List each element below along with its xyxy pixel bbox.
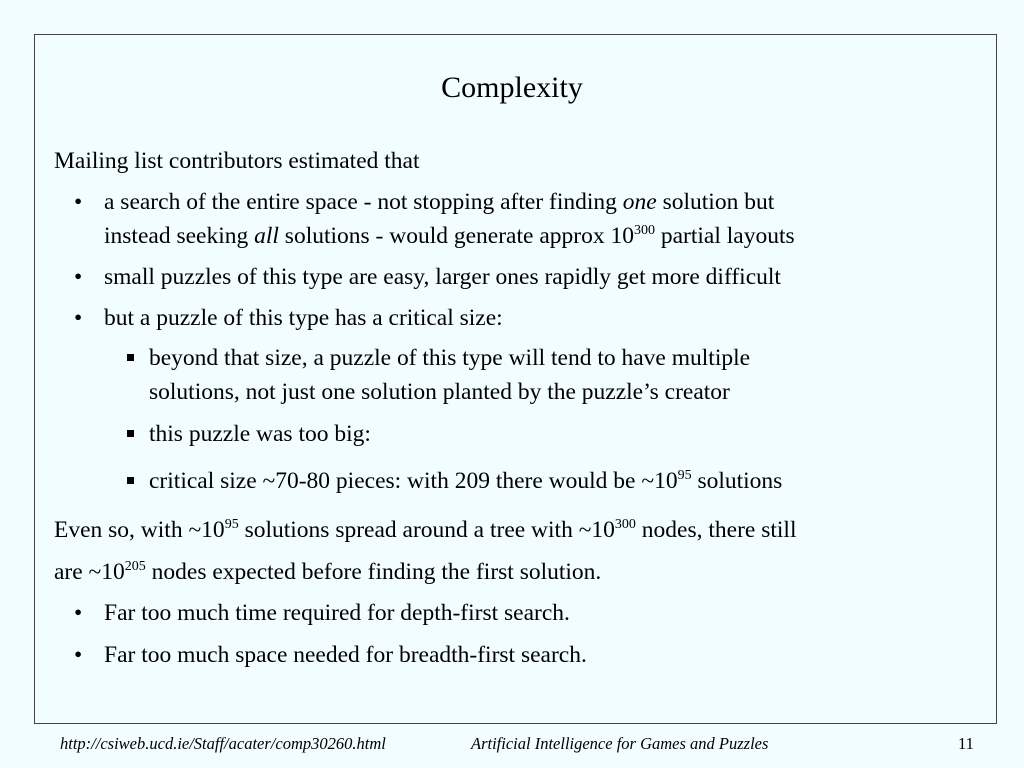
footer-url: http://csiweb.ucd.ie/Staff/acater/comp30260.html bbox=[60, 734, 386, 753]
bullet-dot-icon: • bbox=[74, 264, 83, 290]
final-bullet-2: Far too much space needed for breadth-first search. bbox=[104, 642, 587, 668]
conclusion-line-2: are $\sim 10^{205}$ nodes expected before finding the first solution. bbox=[54, 559, 602, 585]
sub-bullet-3: critical size ~70-80 pieces: with 209 there would be $\sim 10^{95}$ solutions bbox=[149, 468, 783, 494]
bullet-1-line-1: a search of the entire space - not stopping after finding one solution but bbox=[104, 189, 775, 215]
sub-bullet-1-line-1: beyond that size, a puzzle of this type will tend to have multiple bbox=[149, 345, 751, 371]
page-number: 11 bbox=[958, 734, 974, 753]
slide-title: Complexity bbox=[441, 71, 583, 104]
final-bullet-1: Far too much time required for depth-first search. bbox=[104, 600, 570, 626]
bullet-2: small puzzles of this type are easy, larger ones rapidly get more difficult bbox=[104, 264, 781, 290]
conclusion-line-1: Even so, with $\sim 10^{95}$ solutions spread around a tree with $\sim 10^{300}$ nodes, there still bbox=[54, 517, 797, 543]
bullet-1-line-2: instead seeking all solutions - would generate approx $10^{300}$ partial layouts bbox=[104, 223, 795, 249]
square-bullet-icon bbox=[127, 354, 134, 361]
bullet-3: but a puzzle of this type has a critical size: bbox=[104, 305, 503, 331]
sub-bullet-2: this puzzle was too big: bbox=[149, 421, 371, 447]
square-bullet-icon bbox=[127, 477, 134, 484]
sub-bullet-1-line-2: solutions, not just one solution planted by the puzzle’s creator bbox=[149, 379, 730, 405]
footer-course-title: Artificial Intelligence for Games and Puzzles bbox=[471, 734, 769, 753]
bullet-dot-icon: • bbox=[74, 600, 83, 626]
bullet-dot-icon: • bbox=[74, 189, 83, 215]
bullet-dot-icon: • bbox=[74, 305, 83, 331]
bullet-dot-icon: • bbox=[74, 642, 83, 668]
square-bullet-icon bbox=[127, 430, 134, 437]
intro-text: Mailing list contributors estimated that bbox=[54, 148, 420, 174]
